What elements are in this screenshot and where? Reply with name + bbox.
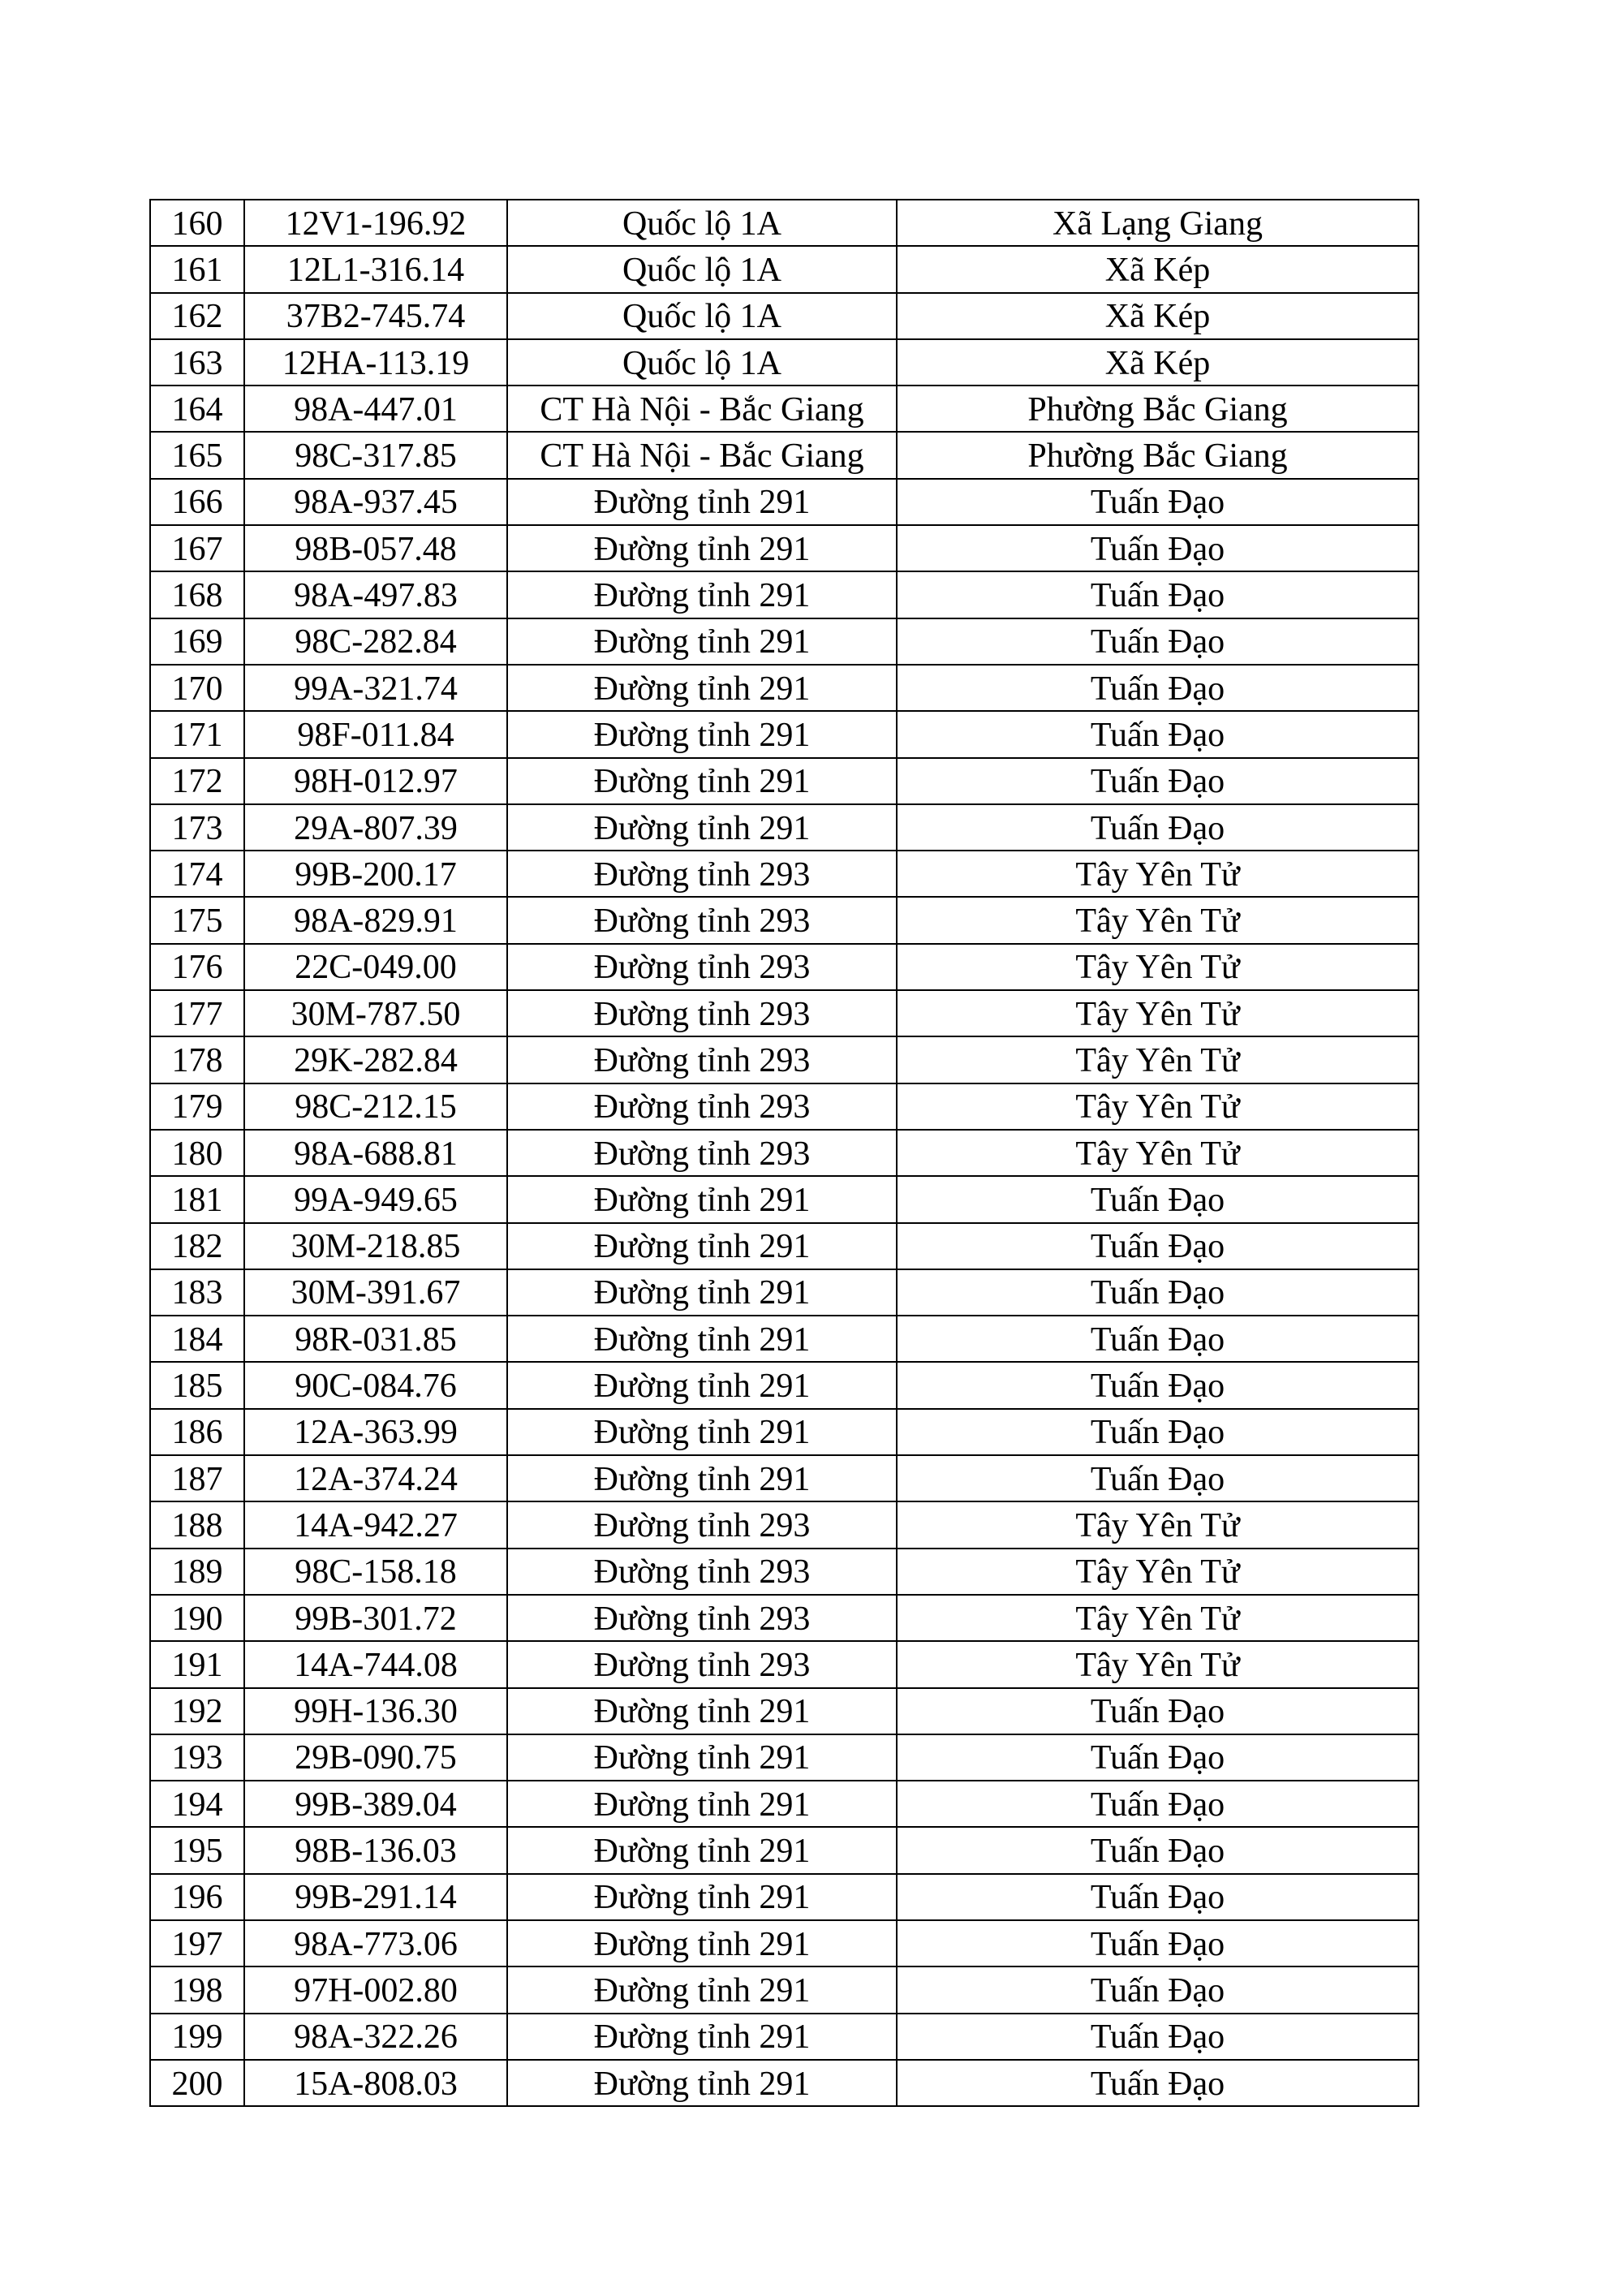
road-cell: Đường tỉnh 291 xyxy=(508,805,898,851)
road-cell: Đường tỉnh 293 xyxy=(508,1549,898,1596)
license-plate-cell: 99A-321.74 xyxy=(245,666,508,712)
row-number-cell: 168 xyxy=(151,572,245,618)
row-number-cell: 160 xyxy=(151,200,245,247)
row-number-cell: 184 xyxy=(151,1316,245,1363)
row-number-cell: 172 xyxy=(151,759,245,805)
license-plate-cell: 99A-949.65 xyxy=(245,1177,508,1223)
license-plate-cell: 12A-374.24 xyxy=(245,1456,508,1502)
road-cell: CT Hà Nội - Bắc Giang xyxy=(508,433,898,479)
row-number-cell: 196 xyxy=(151,1875,245,1921)
table-row xyxy=(151,433,1419,479)
road-cell: Đường tỉnh 291 xyxy=(508,2014,898,2061)
road-cell: Đường tỉnh 293 xyxy=(508,1131,898,1177)
road-cell: Đường tỉnh 291 xyxy=(508,1921,898,1967)
location-cell: Tuấn Đạo xyxy=(898,1224,1419,1270)
road-cell: Đường tỉnh 291 xyxy=(508,619,898,666)
license-plate-cell: 98A-447.01 xyxy=(245,386,508,433)
row-number-cell: 189 xyxy=(151,1549,245,1596)
location-cell: Tuấn Đạo xyxy=(898,1689,1419,1735)
table-row xyxy=(151,619,1419,666)
road-cell: Đường tỉnh 291 xyxy=(508,1781,898,1828)
table-row xyxy=(151,1875,1419,1921)
road-cell: Đường tỉnh 291 xyxy=(508,526,898,572)
license-plate-cell: 99B-301.72 xyxy=(245,1596,508,1642)
location-cell: Xã Kép xyxy=(898,247,1419,293)
road-cell: Đường tỉnh 291 xyxy=(508,572,898,618)
location-cell: Tuấn Đạo xyxy=(898,1270,1419,1316)
road-cell: Đường tỉnh 291 xyxy=(508,759,898,805)
violation-table xyxy=(149,199,1419,2107)
road-cell: Đường tỉnh 291 xyxy=(508,1410,898,1456)
license-plate-cell: 98A-322.26 xyxy=(245,2014,508,2061)
row-number-cell: 170 xyxy=(151,666,245,712)
table-row xyxy=(151,1410,1419,1456)
table-row xyxy=(151,851,1419,898)
table-row xyxy=(151,1037,1419,1083)
row-number-cell: 200 xyxy=(151,2061,245,2107)
table-row xyxy=(151,1131,1419,1177)
license-plate-cell: 98B-057.48 xyxy=(245,526,508,572)
table-row xyxy=(151,200,1419,247)
table-row xyxy=(151,1642,1419,1688)
location-cell: Tuấn Đạo xyxy=(898,1410,1419,1456)
road-cell: Đường tỉnh 291 xyxy=(508,1735,898,1781)
road-cell: Đường tỉnh 291 xyxy=(508,2061,898,2107)
road-cell: Đường tỉnh 293 xyxy=(508,1037,898,1083)
row-number-cell: 188 xyxy=(151,1502,245,1549)
table-row xyxy=(151,526,1419,572)
location-cell: Xã Kép xyxy=(898,294,1419,340)
location-cell: Tuấn Đạo xyxy=(898,1781,1419,1828)
road-cell: Đường tỉnh 293 xyxy=(508,898,898,944)
location-cell: Tây Yên Tử xyxy=(898,898,1419,944)
table-row xyxy=(151,480,1419,526)
row-number-cell: 183 xyxy=(151,1270,245,1316)
license-plate-cell: 14A-942.27 xyxy=(245,1502,508,1549)
row-number-cell: 165 xyxy=(151,433,245,479)
road-cell: Quốc lộ 1A xyxy=(508,247,898,293)
license-plate-cell: 98A-688.81 xyxy=(245,1131,508,1177)
license-plate-cell: 98C-158.18 xyxy=(245,1549,508,1596)
license-plate-cell: 30M-391.67 xyxy=(245,1270,508,1316)
table-row xyxy=(151,1270,1419,1316)
road-cell: Quốc lộ 1A xyxy=(508,294,898,340)
table-row xyxy=(151,1502,1419,1549)
row-number-cell: 191 xyxy=(151,1642,245,1688)
road-cell: Quốc lộ 1A xyxy=(508,200,898,247)
license-plate-cell: 12HA-113.19 xyxy=(245,340,508,386)
table-row xyxy=(151,1549,1419,1596)
row-number-cell: 195 xyxy=(151,1828,245,1874)
table-row xyxy=(151,1224,1419,1270)
row-number-cell: 186 xyxy=(151,1410,245,1456)
table-row xyxy=(151,712,1419,758)
row-number-cell: 193 xyxy=(151,1735,245,1781)
road-cell: Đường tỉnh 291 xyxy=(508,1363,898,1409)
road-cell: Đường tỉnh 293 xyxy=(508,1084,898,1131)
license-plate-cell: 30M-787.50 xyxy=(245,991,508,1037)
road-cell: Đường tỉnh 293 xyxy=(508,945,898,991)
license-plate-cell: 99B-200.17 xyxy=(245,851,508,898)
table-row xyxy=(151,1781,1419,1828)
road-cell: Đường tỉnh 291 xyxy=(508,1967,898,2014)
row-number-cell: 174 xyxy=(151,851,245,898)
row-number-cell: 190 xyxy=(151,1596,245,1642)
license-plate-cell: 98F-011.84 xyxy=(245,712,508,758)
location-cell: Xã Lạng Giang xyxy=(898,200,1419,247)
license-plate-cell: 29A-807.39 xyxy=(245,805,508,851)
road-cell: Đường tỉnh 291 xyxy=(508,1828,898,1874)
road-cell: Đường tỉnh 291 xyxy=(508,1224,898,1270)
table-row xyxy=(151,340,1419,386)
license-plate-cell: 98C-317.85 xyxy=(245,433,508,479)
table-row xyxy=(151,1967,1419,2014)
road-cell: CT Hà Nội - Bắc Giang xyxy=(508,386,898,433)
road-cell: Đường tỉnh 293 xyxy=(508,851,898,898)
location-cell: Tuấn Đạo xyxy=(898,1921,1419,1967)
row-number-cell: 177 xyxy=(151,991,245,1037)
row-number-cell: 164 xyxy=(151,386,245,433)
row-number-cell: 187 xyxy=(151,1456,245,1502)
row-number-cell: 178 xyxy=(151,1037,245,1083)
location-cell: Tây Yên Tử xyxy=(898,1131,1419,1177)
location-cell: Tuấn Đạo xyxy=(898,1735,1419,1781)
license-plate-cell: 90C-084.76 xyxy=(245,1363,508,1409)
location-cell: Tây Yên Tử xyxy=(898,991,1419,1037)
location-cell: Xã Kép xyxy=(898,340,1419,386)
road-cell: Đường tỉnh 291 xyxy=(508,1270,898,1316)
table-row xyxy=(151,1084,1419,1131)
license-plate-cell: 29K-282.84 xyxy=(245,1037,508,1083)
road-cell: Đường tỉnh 291 xyxy=(508,1316,898,1363)
license-plate-cell: 98A-497.83 xyxy=(245,572,508,618)
road-cell: Quốc lộ 1A xyxy=(508,340,898,386)
table-row xyxy=(151,572,1419,618)
license-plate-cell: 98A-829.91 xyxy=(245,898,508,944)
location-cell: Tuấn Đạo xyxy=(898,1177,1419,1223)
row-number-cell: 161 xyxy=(151,247,245,293)
location-cell: Tây Yên Tử xyxy=(898,1596,1419,1642)
row-number-cell: 182 xyxy=(151,1224,245,1270)
road-cell: Đường tỉnh 291 xyxy=(508,480,898,526)
road-cell: Đường tỉnh 291 xyxy=(508,1875,898,1921)
row-number-cell: 181 xyxy=(151,1177,245,1223)
license-plate-cell: 98C-212.15 xyxy=(245,1084,508,1131)
row-number-cell: 167 xyxy=(151,526,245,572)
row-number-cell: 199 xyxy=(151,2014,245,2061)
row-number-cell: 163 xyxy=(151,340,245,386)
license-plate-cell: 12A-363.99 xyxy=(245,1410,508,1456)
table-row xyxy=(151,945,1419,991)
location-cell: Tuấn Đạo xyxy=(898,712,1419,758)
row-number-cell: 162 xyxy=(151,294,245,340)
location-cell: Tuấn Đạo xyxy=(898,572,1419,618)
row-number-cell: 175 xyxy=(151,898,245,944)
location-cell: Tuấn Đạo xyxy=(898,1967,1419,2014)
location-cell: Tây Yên Tử xyxy=(898,851,1419,898)
row-number-cell: 173 xyxy=(151,805,245,851)
row-number-cell: 185 xyxy=(151,1363,245,1409)
license-plate-cell: 98A-773.06 xyxy=(245,1921,508,1967)
road-cell: Đường tỉnh 293 xyxy=(508,1502,898,1549)
road-cell: Đường tỉnh 291 xyxy=(508,666,898,712)
location-cell: Tây Yên Tử xyxy=(898,1642,1419,1688)
table-row xyxy=(151,1363,1419,1409)
license-plate-cell: 98A-937.45 xyxy=(245,480,508,526)
location-cell: Tuấn Đạo xyxy=(898,480,1419,526)
license-plate-cell: 12V1-196.92 xyxy=(245,200,508,247)
table-row xyxy=(151,1316,1419,1363)
table-row xyxy=(151,1456,1419,1502)
location-cell: Phường Bắc Giang xyxy=(898,386,1419,433)
license-plate-cell: 37B2-745.74 xyxy=(245,294,508,340)
row-number-cell: 166 xyxy=(151,480,245,526)
table-row xyxy=(151,1689,1419,1735)
row-number-cell: 198 xyxy=(151,1967,245,2014)
road-cell: Đường tỉnh 291 xyxy=(508,712,898,758)
table-row xyxy=(151,247,1419,293)
license-plate-cell: 97H-002.80 xyxy=(245,1967,508,2014)
location-cell: Tuấn Đạo xyxy=(898,805,1419,851)
row-number-cell: 171 xyxy=(151,712,245,758)
road-cell: Đường tỉnh 293 xyxy=(508,1596,898,1642)
row-number-cell: 169 xyxy=(151,619,245,666)
location-cell: Tây Yên Tử xyxy=(898,1084,1419,1131)
location-cell: Tuấn Đạo xyxy=(898,2061,1419,2107)
table-row xyxy=(151,898,1419,944)
license-plate-cell: 15A-808.03 xyxy=(245,2061,508,2107)
road-cell: Đường tỉnh 291 xyxy=(508,1456,898,1502)
license-plate-cell: 99H-136.30 xyxy=(245,1689,508,1735)
license-plate-cell: 98B-136.03 xyxy=(245,1828,508,1874)
license-plate-cell: 98R-031.85 xyxy=(245,1316,508,1363)
location-cell: Phường Bắc Giang xyxy=(898,433,1419,479)
license-plate-cell: 98C-282.84 xyxy=(245,619,508,666)
license-plate-cell: 22C-049.00 xyxy=(245,945,508,991)
table-row xyxy=(151,2014,1419,2061)
license-plate-cell: 99B-389.04 xyxy=(245,1781,508,1828)
location-cell: Tuấn Đạo xyxy=(898,619,1419,666)
row-number-cell: 176 xyxy=(151,945,245,991)
row-number-cell: 192 xyxy=(151,1689,245,1735)
location-cell: Tuấn Đạo xyxy=(898,759,1419,805)
road-cell: Đường tỉnh 291 xyxy=(508,1177,898,1223)
license-plate-cell: 99B-291.14 xyxy=(245,1875,508,1921)
license-plate-cell: 98H-012.97 xyxy=(245,759,508,805)
location-cell: Tuấn Đạo xyxy=(898,1456,1419,1502)
location-cell: Tuấn Đạo xyxy=(898,1316,1419,1363)
license-plate-cell: 29B-090.75 xyxy=(245,1735,508,1781)
location-cell: Tuấn Đạo xyxy=(898,1363,1419,1409)
table-row xyxy=(151,1177,1419,1223)
location-cell: Tây Yên Tử xyxy=(898,945,1419,991)
road-cell: Đường tỉnh 293 xyxy=(508,991,898,1037)
row-number-cell: 194 xyxy=(151,1781,245,1828)
table-row xyxy=(151,1828,1419,1874)
license-plate-cell: 14A-744.08 xyxy=(245,1642,508,1688)
row-number-cell: 197 xyxy=(151,1921,245,1967)
location-cell: Tây Yên Tử xyxy=(898,1502,1419,1549)
table-row xyxy=(151,991,1419,1037)
table-row xyxy=(151,386,1419,433)
row-number-cell: 180 xyxy=(151,1131,245,1177)
table-row xyxy=(151,666,1419,712)
table-row xyxy=(151,1921,1419,1967)
row-number-cell: 179 xyxy=(151,1084,245,1131)
location-cell: Tây Yên Tử xyxy=(898,1549,1419,1596)
table-row xyxy=(151,2061,1419,2107)
table-row xyxy=(151,759,1419,805)
location-cell: Tây Yên Tử xyxy=(898,1037,1419,1083)
location-cell: Tuấn Đạo xyxy=(898,2014,1419,2061)
location-cell: Tuấn Đạo xyxy=(898,526,1419,572)
location-cell: Tuấn Đạo xyxy=(898,1828,1419,1874)
license-plate-cell: 30M-218.85 xyxy=(245,1224,508,1270)
road-cell: Đường tỉnh 291 xyxy=(508,1689,898,1735)
table-row xyxy=(151,805,1419,851)
license-plate-cell: 12L1-316.14 xyxy=(245,247,508,293)
table-row xyxy=(151,1596,1419,1642)
location-cell: Tuấn Đạo xyxy=(898,666,1419,712)
table-row xyxy=(151,294,1419,340)
table-row xyxy=(151,1735,1419,1781)
location-cell: Tuấn Đạo xyxy=(898,1875,1419,1921)
road-cell: Đường tỉnh 293 xyxy=(508,1642,898,1688)
